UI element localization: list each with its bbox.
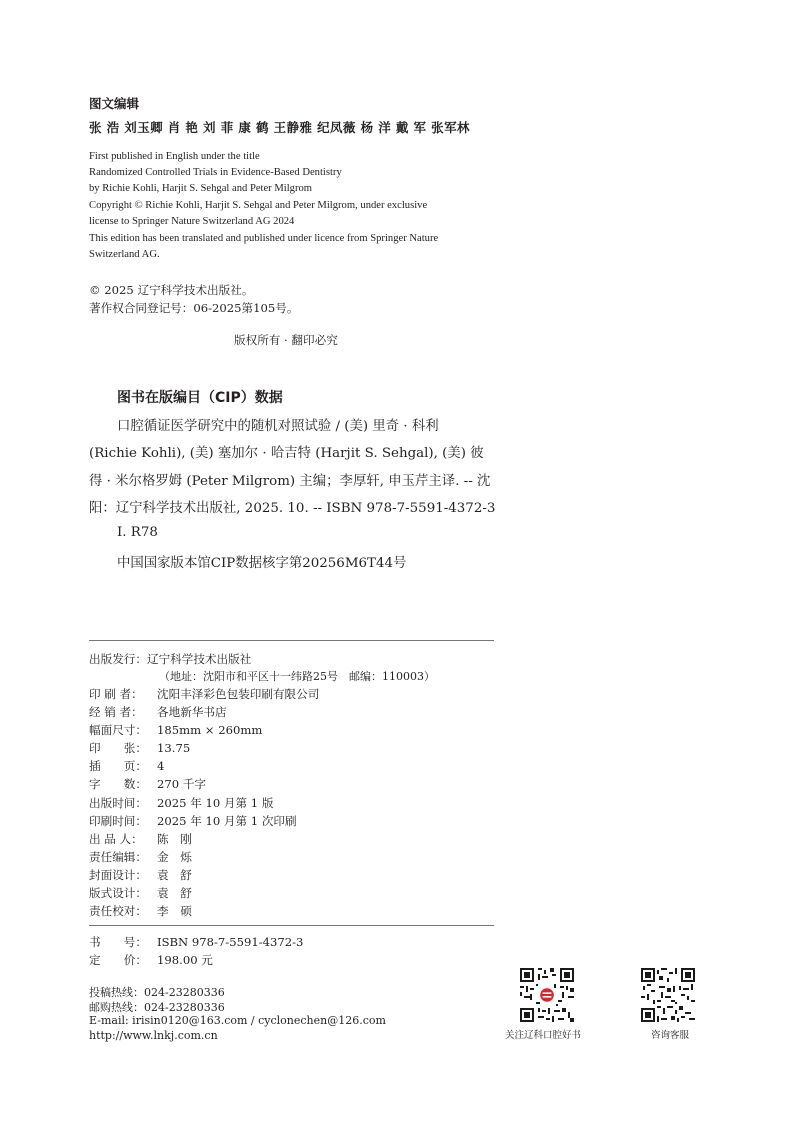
pub-row-label: 责任编辑： <box>89 850 147 864</box>
contact-line: 邮购热线：024-23280336 <box>89 1001 225 1014</box>
isbn-label: 书 号： <box>89 935 147 949</box>
pub-row-value: 金 烁 <box>157 850 192 864</box>
pub-row-value: 袁 舒 <box>157 886 192 900</box>
pub-row-value: 袁 舒 <box>157 868 192 882</box>
pub-row <box>89 704 227 720</box>
pub-row-value: 4 <box>157 759 165 773</box>
publisher-row <box>89 651 251 667</box>
publisher-value: 辽宁科学技术出版社 <box>146 652 252 666</box>
pub-row-value: 270 千字 <box>157 777 207 791</box>
pub-row-label: 印刷时间： <box>89 814 147 828</box>
original-edition-line: Randomized Controlled Trials in Evidence-Based Dentistry <box>89 167 342 178</box>
pub-row-label: 封面设计： <box>89 868 147 882</box>
pub-row-label: 版式设计： <box>89 886 147 900</box>
rights-reserved: 版权所有 · 翻印必究 <box>234 333 338 347</box>
cip-classification: Ⅰ. R78 <box>117 525 158 540</box>
price-value: 198.00 元 <box>157 953 213 967</box>
editors-title: 图文编辑 <box>89 96 140 111</box>
pub-row-value: 185mm × 260mm <box>157 723 263 737</box>
pub-row <box>89 885 192 901</box>
isbn-value: ISBN 978-7-5591-4372-3 <box>157 935 304 949</box>
original-edition-line: by Richie Kohli, Harjit S. Sehgal and Peter Milgrom <box>89 183 313 194</box>
original-edition-line: Copyright © Richie Kohli, Harjit S. Sehgal and Peter Milgrom, under exclusive <box>89 200 428 211</box>
original-edition-line: Switzerland AG. <box>89 249 160 260</box>
editors-names: 张 浩 刘玉卿 肖 艳 刘 菲 康 鹤 王静雅 纪凤薇 杨 洋 戴 军 张军林 <box>89 120 470 135</box>
pub-row <box>89 867 192 883</box>
original-edition-line: This edition has been translated and published under licence from Springer Nature <box>89 233 439 244</box>
contact-email: E-mail: irisin0120@163.com / cyclonechen@126.com <box>89 1014 386 1027</box>
copyright-line: © 2025 辽宁科学技术出版社。 <box>89 283 254 297</box>
cip-line: 得 · 米尔格罗姆 (Peter Milgrom) 主编；李厚轩, 申玉芹主译. -- 沈 <box>89 474 491 489</box>
pub-row-value: 陈 刚 <box>157 832 192 846</box>
cip-line: 阳：辽宁科学技术出版社, 2025. 10. -- ISBN 978-7-5591-4372-3 <box>89 501 496 516</box>
pub-row <box>89 903 192 919</box>
contact-line: 投稿热线：024-23280336 <box>89 986 225 999</box>
pub-row-value: 2025 年 10 月第 1 次印刷 <box>157 814 297 828</box>
pub-row-label: 印 刷 者： <box>89 687 143 701</box>
cip-line: (Richie Kohli), (美) 塞加尔 · 哈吉特 (Harjit S. Sehgal), (美) 彼 <box>89 446 484 461</box>
pub-row-value: 各地新华书店 <box>157 705 227 719</box>
pub-row-value: 沈阳丰泽彩色包装印刷有限公司 <box>157 687 320 701</box>
pub-row-label: 经 销 者： <box>89 705 143 719</box>
pub-row <box>89 740 190 756</box>
publisher-address: （地址：沈阳市和平区十一纬路25号 邮编：110003） <box>159 670 435 683</box>
price-label: 定 价： <box>89 953 147 967</box>
original-edition-line: First published in English under the title <box>89 151 260 162</box>
cip-line: 口腔循证医学研究中的随机对照试验 / (美) 里奇 · 科利 <box>117 419 439 434</box>
divider <box>89 640 494 641</box>
contact-website: http://www.lnkj.com.cn <box>89 1029 218 1042</box>
pub-row-label: 责任校对： <box>89 904 147 918</box>
pub-row-label: 出 品 人： <box>89 832 143 846</box>
publisher-label: 出版发行： <box>89 652 147 666</box>
pub-row <box>89 722 262 738</box>
pub-row <box>89 849 192 865</box>
pub-row <box>89 831 192 847</box>
pub-row <box>89 776 206 792</box>
qr-code-icon <box>641 968 695 1022</box>
price-row <box>89 952 213 968</box>
pub-row <box>89 795 273 811</box>
original-edition-line: license to Springer Nature Switzerland AG 2024 <box>89 216 295 227</box>
qr-code-icon <box>520 968 574 1022</box>
pub-row-value: 2025 年 10 月第 1 版 <box>157 796 274 810</box>
pub-row-value: 李 硕 <box>157 904 192 918</box>
contract-registration: 著作权合同登记号：06-2025第105号。 <box>89 301 299 315</box>
pub-row-label: 出版时间： <box>89 796 147 810</box>
cip-record-number: 中国国家版本馆CIP数据核字第20256M6T44号 <box>117 556 407 571</box>
cip-heading: 图书在版编目（CIP）数据 <box>117 390 283 406</box>
pub-row <box>89 758 164 774</box>
pub-row <box>89 686 319 702</box>
pub-row-label: 幅面尺寸： <box>89 723 147 737</box>
pub-row-label: 字 数： <box>89 777 147 791</box>
pub-row-value: 13.75 <box>157 741 191 755</box>
divider <box>89 925 494 926</box>
pub-row <box>89 813 297 829</box>
isbn-row <box>89 934 303 950</box>
qr-caption-service: 咨询客服 <box>651 1030 690 1041</box>
pub-row-label: 印 张： <box>89 741 147 755</box>
pub-row-label: 插 页： <box>89 759 147 773</box>
qr-caption-follow: 关注辽科口腔好书 <box>505 1030 582 1041</box>
